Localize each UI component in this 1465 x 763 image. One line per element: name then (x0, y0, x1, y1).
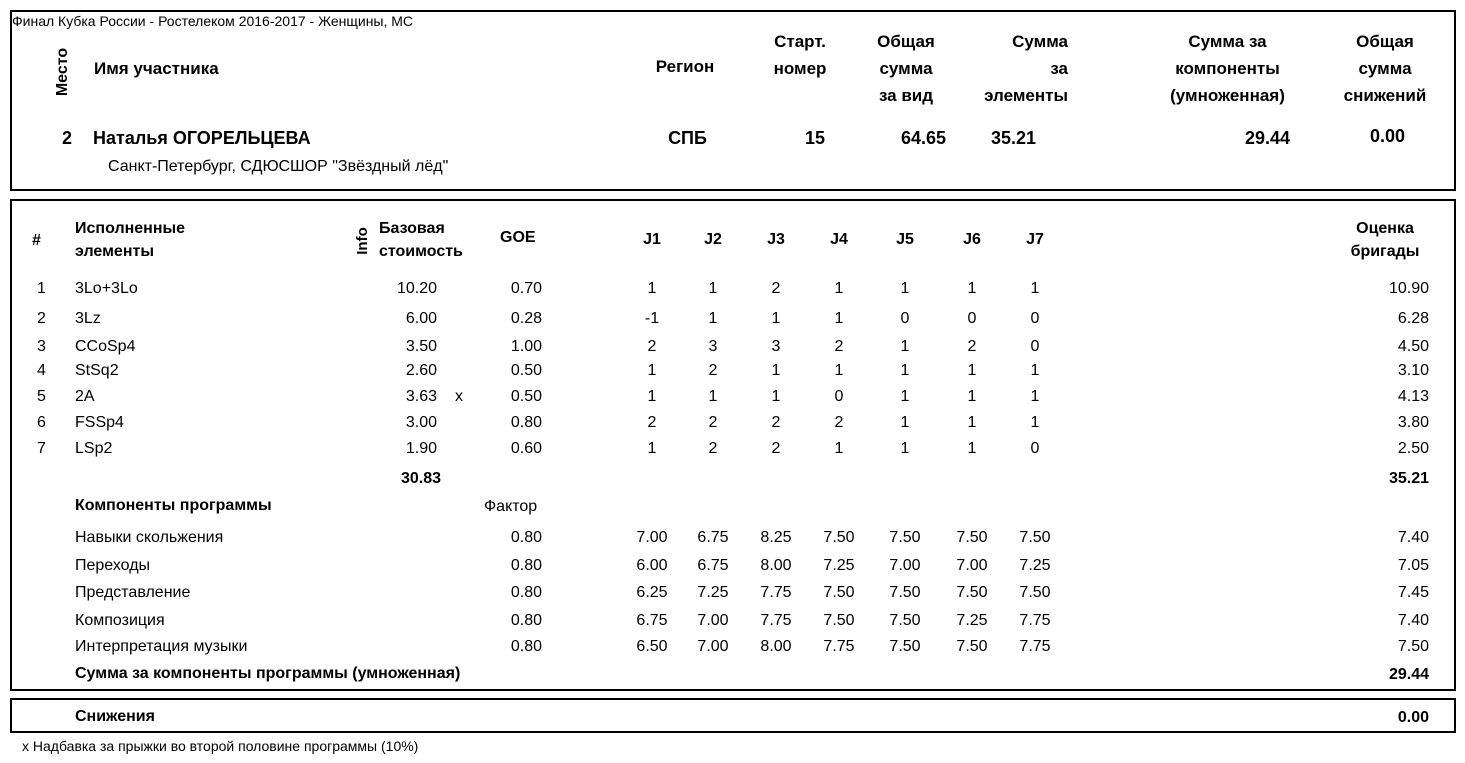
element-panel: 3.80 (1397, 414, 1429, 431)
element-base: 3.63 (405, 388, 437, 405)
judge-header-3: J3 (767, 231, 785, 248)
element-num: 3 (37, 338, 46, 355)
element-judge-1: 1 (647, 362, 657, 379)
component-judge-4: 7.50 (823, 584, 855, 601)
element-judge-4: 1 (834, 310, 844, 327)
element-goe: 1.00 (510, 338, 542, 355)
element-goe: 0.70 (510, 280, 542, 297)
element-judge-1: -1 (644, 310, 660, 327)
element-base: 3.50 (405, 338, 437, 355)
element-judge-4: 1 (834, 280, 844, 297)
element-num: 6 (37, 414, 46, 431)
element-judge-4: 1 (834, 440, 844, 457)
component-name: Представление (75, 584, 191, 601)
component-judge-5: 7.50 (889, 612, 921, 629)
element-judge-6: 1 (967, 414, 977, 431)
element-panel: 6.28 (1397, 310, 1429, 327)
col-base-header: Базовая стоимость (379, 220, 463, 260)
component-judge-5: 7.50 (889, 638, 921, 655)
component-factor: 0.80 (510, 529, 542, 546)
component-judge-1: 7.00 (636, 529, 668, 546)
element-goe: 0.60 (510, 440, 542, 457)
element-goe: 0.50 (510, 388, 542, 405)
component-judge-3: 8.25 (760, 529, 792, 546)
component-factor: 0.80 (510, 557, 542, 574)
element-panel: 4.50 (1397, 338, 1429, 355)
components-total-value: 29.44 (1388, 666, 1429, 683)
component-judge-2: 7.00 (697, 612, 729, 629)
deductions-total-label: Общая сумма снижений (1343, 32, 1427, 105)
element-base: 2.60 (405, 362, 437, 379)
component-name: Интерпретация музыки (75, 638, 248, 655)
element-judge-4: 2 (834, 414, 844, 431)
element-judge-5: 1 (900, 362, 910, 379)
component-judge-3: 7.75 (760, 584, 792, 601)
component-judge-2: 6.75 (697, 529, 729, 546)
footnote: x Надбавка за прыжки во второй половине программы (10%) (22, 738, 419, 754)
base-total: 30.83 (400, 470, 441, 487)
component-judge-2: 7.25 (697, 584, 729, 601)
judge-header-1: J1 (643, 231, 661, 248)
component-judge-1: 6.25 (636, 584, 668, 601)
component-judge-6: 7.00 (956, 557, 988, 574)
element-base: 10.20 (396, 280, 437, 297)
skater-rank: 2 (62, 128, 73, 148)
skater-club: Санкт-Петербург, СДЮСШОР "Звёздный лёд" (108, 158, 449, 175)
component-judge-6: 7.50 (956, 638, 988, 655)
element-judge-3: 2 (771, 440, 781, 457)
col-element-header: Исполненные элементы (75, 220, 186, 260)
element-judge-3: 1 (771, 310, 781, 327)
deductions-value: 0.00 (1397, 709, 1429, 726)
element-code: StSq2 (75, 362, 119, 379)
element-judge-7: 1 (1030, 414, 1040, 431)
element-judge-2: 3 (708, 338, 718, 355)
element-judge-3: 1 (771, 362, 781, 379)
place-label: Место (54, 47, 71, 97)
skater-name: Наталья ОГОРЕЛЬЦЕВА (93, 128, 311, 148)
skater-region: СПБ (668, 128, 707, 148)
component-judge-3: 8.00 (760, 557, 792, 574)
element-judge-5: 0 (900, 310, 910, 327)
element-goe: 0.80 (510, 414, 542, 431)
element-base: 3.00 (405, 414, 437, 431)
element-num: 2 (37, 310, 46, 327)
element-judge-7: 0 (1030, 310, 1040, 327)
component-name: Переходы (75, 557, 151, 574)
element-judge-5: 1 (900, 280, 910, 297)
judge-header-7: J7 (1026, 231, 1044, 248)
skater-elements-total: 35.21 (990, 128, 1036, 148)
judge-header-5: J5 (896, 231, 914, 248)
element-judge-6: 0 (967, 310, 977, 327)
element-judge-6: 1 (967, 388, 977, 405)
name-label: Имя участника (94, 59, 219, 78)
components-total-label-row: Сумма за компоненты программы (умноженная) (75, 665, 461, 682)
element-panel: 2.50 (1397, 440, 1429, 457)
element-judge-1: 1 (647, 440, 657, 457)
component-judge-3: 7.75 (760, 612, 792, 629)
element-num: 4 (37, 362, 46, 379)
element-judge-7: 1 (1030, 362, 1040, 379)
component-judge-6: 7.25 (956, 612, 988, 629)
element-num: 1 (37, 280, 46, 297)
component-judge-5: 7.50 (889, 529, 921, 546)
component-judge-2: 6.75 (697, 557, 729, 574)
component-factor: 0.80 (510, 584, 542, 601)
element-code: 3Lz (75, 310, 101, 327)
element-judge-1: 1 (647, 388, 657, 405)
component-judge-7: 7.50 (1019, 529, 1051, 546)
element-judge-3: 2 (771, 280, 781, 297)
element-judge-1: 1 (647, 280, 657, 297)
element-judge-4: 0 (834, 388, 844, 405)
total-segment-label: Общая сумма за вид (877, 32, 935, 105)
component-judge-4: 7.50 (823, 612, 855, 629)
element-judge-2: 1 (708, 310, 718, 327)
element-judge-7: 1 (1030, 388, 1040, 405)
element-panel: 4.13 (1397, 388, 1429, 405)
component-panel: 7.50 (1397, 638, 1429, 655)
start-number-label: Старт. номер (773, 32, 827, 78)
element-code: 3Lo+3Lo (75, 280, 138, 297)
deductions-label: Снижения (75, 708, 155, 725)
element-judge-1: 2 (647, 338, 657, 355)
col-goe-header: GOE (500, 229, 536, 246)
skater-total-segment: 64.65 (900, 128, 946, 148)
factor-label: Фактор (484, 498, 538, 515)
skater-start-number: 15 (804, 128, 826, 148)
element-base: 6.00 (405, 310, 437, 327)
element-judge-7: 0 (1030, 440, 1040, 457)
element-judge-2: 1 (708, 280, 718, 297)
component-judge-1: 6.00 (636, 557, 668, 574)
element-judge-4: 1 (834, 362, 844, 379)
element-judge-6: 2 (967, 338, 977, 355)
component-judge-6: 7.50 (956, 529, 988, 546)
deductions-box (10, 698, 1456, 733)
component-judge-5: 7.00 (889, 557, 921, 574)
component-judge-1: 6.50 (636, 638, 668, 655)
element-judge-2: 2 (708, 414, 718, 431)
element-judge-6: 1 (967, 280, 977, 297)
element-base: 1.90 (405, 440, 437, 457)
component-judge-4: 7.25 (823, 557, 855, 574)
element-code: FSSp4 (75, 414, 124, 431)
col-panel-header: Оценка бригады (1350, 220, 1420, 260)
judge-header-6: J6 (963, 231, 981, 248)
component-judge-6: 7.50 (956, 584, 988, 601)
element-judge-5: 1 (900, 388, 910, 405)
element-judge-2: 1 (708, 388, 718, 405)
element-panel: 3.10 (1397, 362, 1429, 379)
element-code: 2A (75, 388, 95, 405)
element-info: x (455, 388, 463, 405)
element-judge-2: 2 (708, 362, 718, 379)
component-panel: 7.45 (1397, 584, 1429, 601)
component-panel: 7.05 (1397, 557, 1429, 574)
components-title: Компоненты программы (75, 497, 272, 514)
component-judge-7: 7.50 (1019, 584, 1051, 601)
element-num: 5 (37, 388, 46, 405)
judge-header-4: J4 (830, 231, 848, 248)
component-judge-7: 7.75 (1019, 612, 1051, 629)
component-judge-3: 8.00 (760, 638, 792, 655)
col-num-header: # (32, 232, 41, 249)
element-judge-3: 2 (771, 414, 781, 431)
component-judge-4: 7.50 (823, 529, 855, 546)
component-name: Композиция (75, 612, 165, 629)
component-name: Навыки скольжения (75, 529, 224, 546)
element-judge-2: 2 (708, 440, 718, 457)
skater-components-total: 29.44 (1244, 128, 1290, 148)
component-panel: 7.40 (1397, 612, 1429, 629)
element-goe: 0.28 (510, 310, 542, 327)
element-judge-7: 0 (1030, 338, 1040, 355)
element-code: CCoSp4 (75, 338, 136, 355)
judge-header-2: J2 (704, 231, 722, 248)
element-judge-5: 1 (900, 338, 910, 355)
component-judge-2: 7.00 (697, 638, 729, 655)
component-judge-1: 6.75 (636, 612, 668, 629)
element-judge-6: 1 (967, 362, 977, 379)
element-judge-6: 1 (967, 440, 977, 457)
component-factor: 0.80 (510, 612, 542, 629)
element-panel: 10.90 (1388, 280, 1429, 297)
element-code: LSp2 (75, 440, 113, 457)
component-judge-7: 7.25 (1019, 557, 1051, 574)
elements-total-label: Сумма за элементы (984, 32, 1068, 105)
component-judge-7: 7.75 (1019, 638, 1051, 655)
panel-elements-total: 35.21 (1388, 470, 1429, 487)
element-judge-3: 3 (771, 338, 781, 355)
event-title: Финал Кубка России - Ростелеком 2016-2017 - Женщины, МС (12, 13, 414, 29)
element-judge-5: 1 (900, 440, 910, 457)
components-total-label: Сумма за компоненты (умноженная) (1170, 32, 1285, 105)
element-goe: 0.50 (510, 362, 542, 379)
element-judge-4: 2 (834, 338, 844, 355)
component-factor: 0.80 (510, 638, 542, 655)
component-judge-5: 7.50 (889, 584, 921, 601)
component-panel: 7.40 (1397, 529, 1429, 546)
element-judge-7: 1 (1030, 280, 1040, 297)
component-judge-4: 7.75 (823, 638, 855, 655)
element-judge-5: 1 (900, 414, 910, 431)
col-info-header: Info (354, 227, 371, 255)
skater-deductions-total: 0.00 (1369, 126, 1406, 146)
region-label: Регион (655, 57, 715, 76)
element-judge-1: 2 (647, 414, 657, 431)
element-judge-3: 1 (771, 388, 781, 405)
element-num: 7 (37, 440, 46, 457)
